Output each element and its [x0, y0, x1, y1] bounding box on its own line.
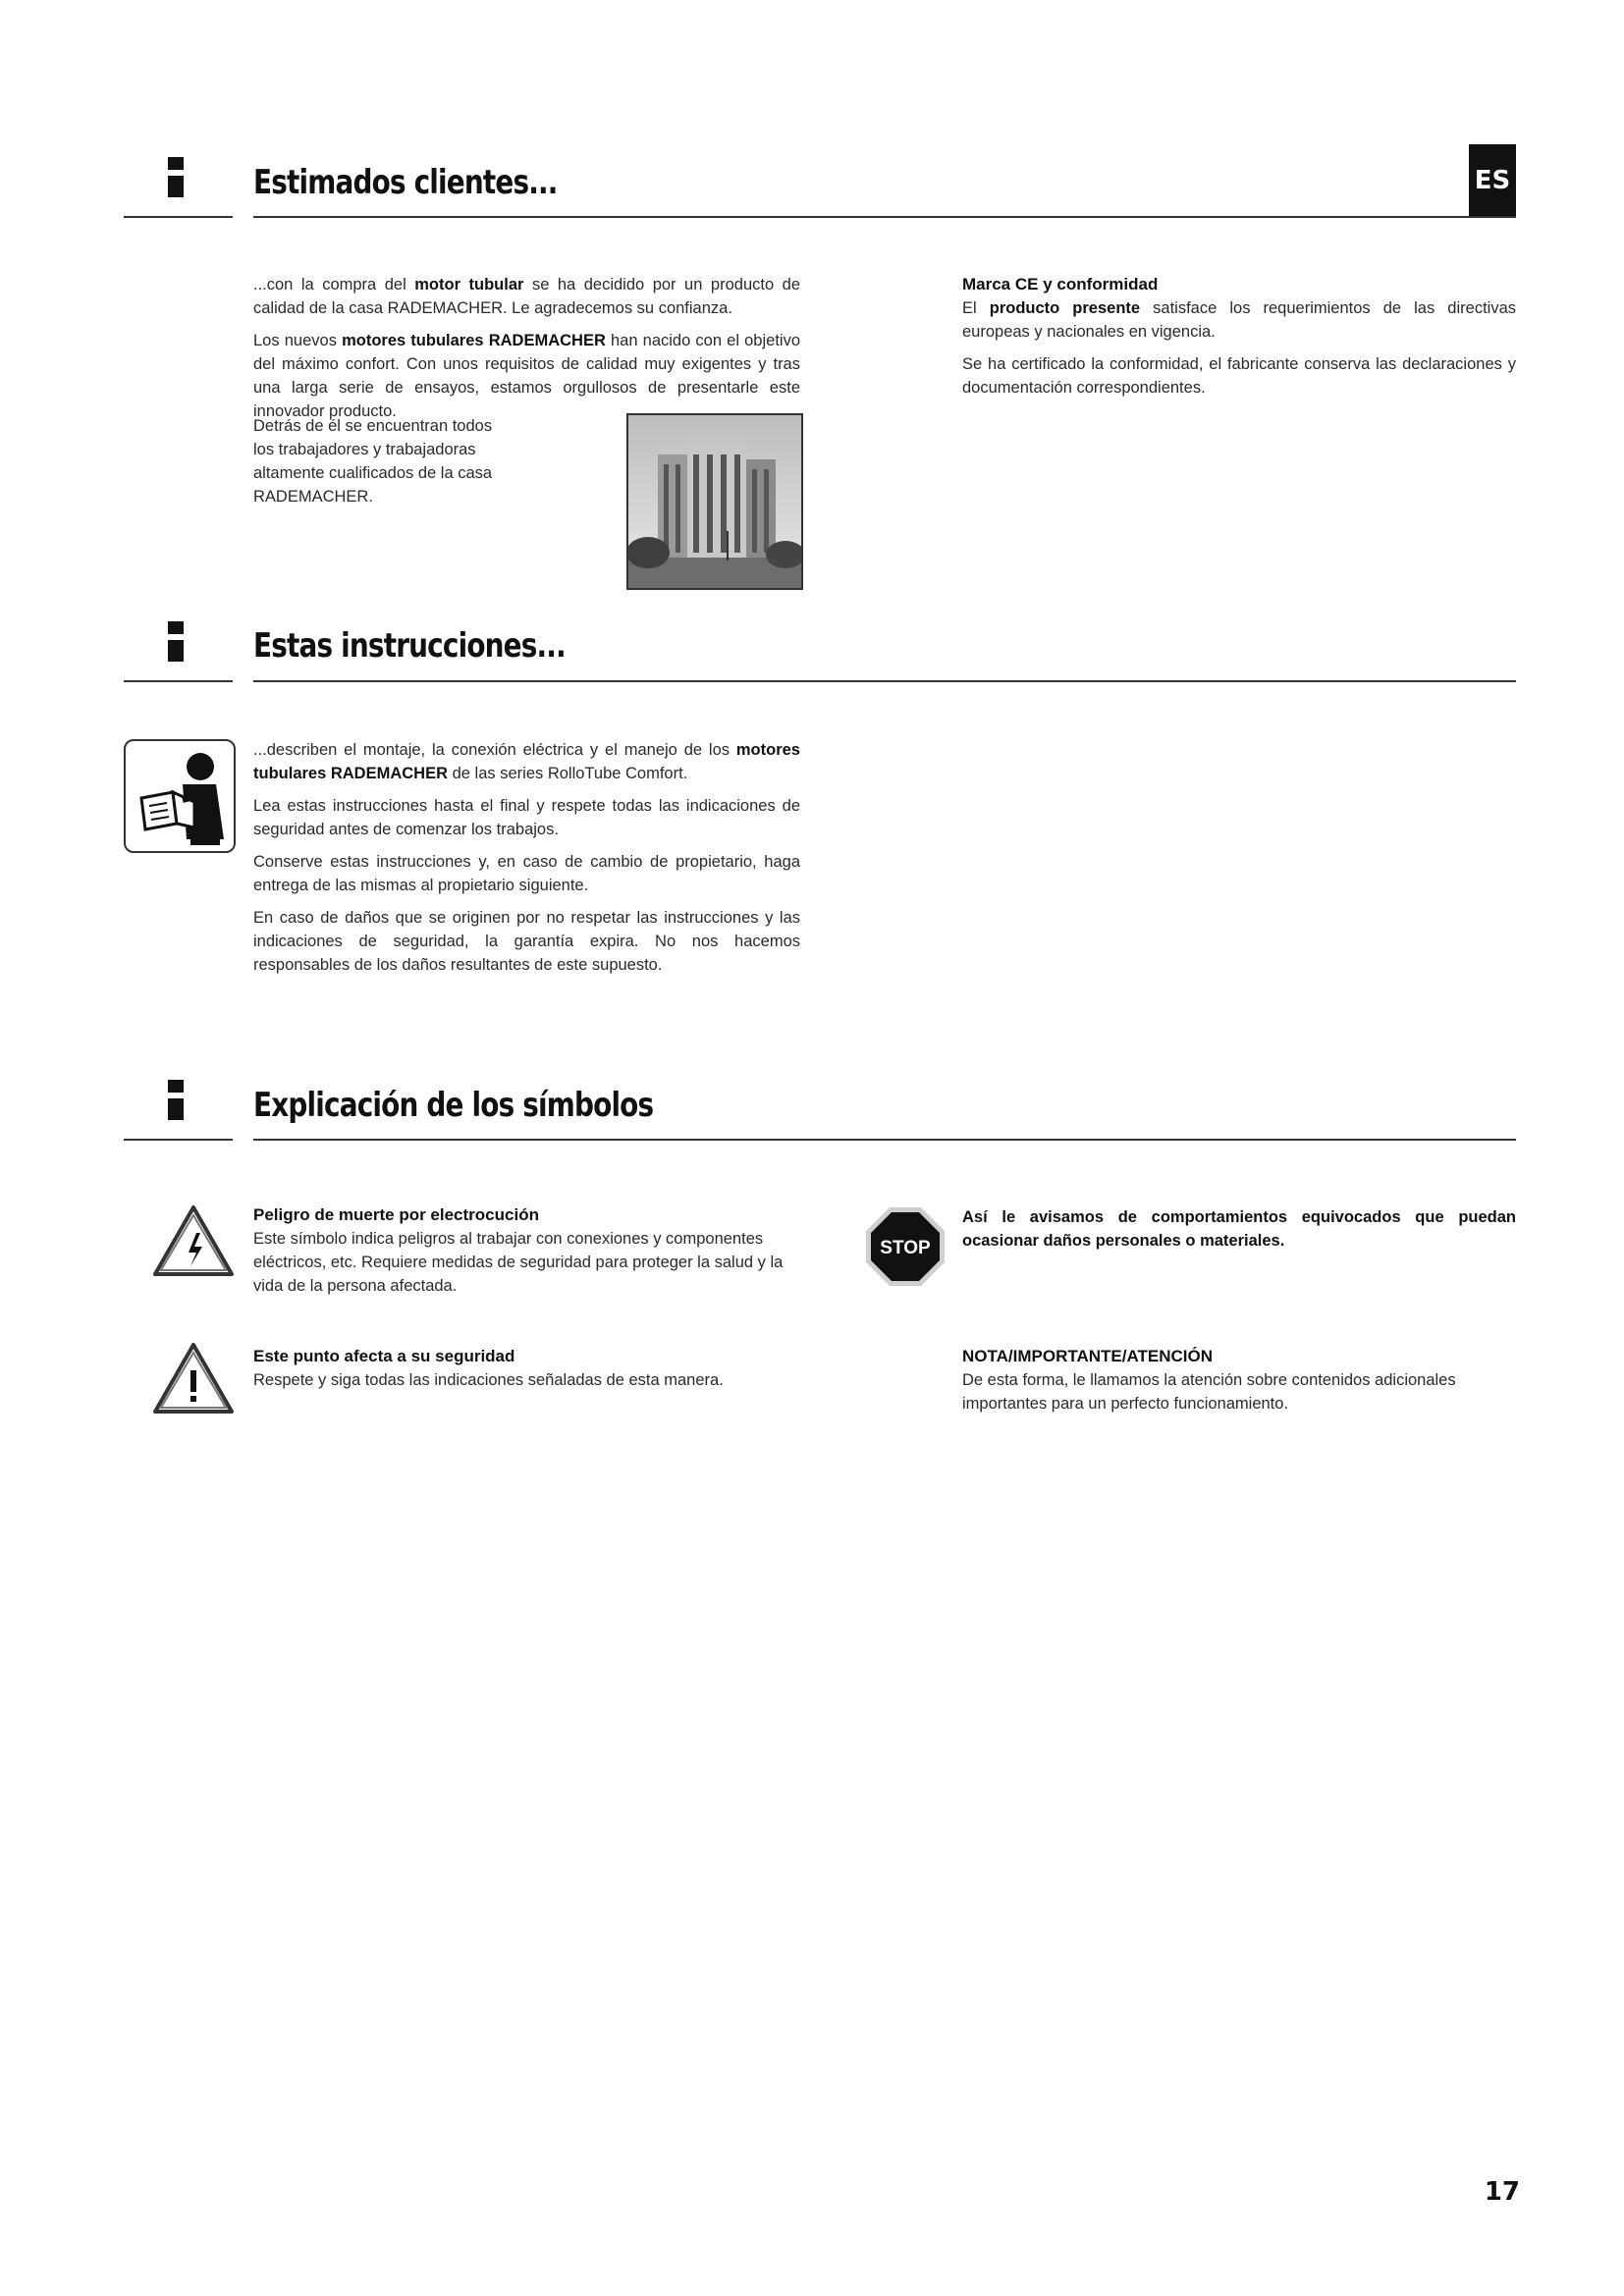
symbol-note-heading: NOTA/IMPORTANTE/ATENCIÓN	[962, 1347, 1213, 1365]
stop-sign-icon	[864, 1205, 947, 1288]
ce-paragraph-2: Se ha certificado la conformidad, el fabricante conserva las declaraciones y documentación correspondientes.	[962, 355, 1516, 397]
intro-paragraph-2: Los nuevos motores tubulares RADEMACHER han nacido con el objetivo del máximo confort. Con unos requisitos de calidad muy exigentes y tras una larga serie de ensayos, estamos orgullosos de presentarle este innovador producto.	[253, 332, 800, 420]
section-rule-left	[124, 1139, 233, 1141]
language-tab: ES	[1469, 144, 1516, 217]
symbol-stop-text: Así le avisamos de comportamientos equivocados que puedan ocasionar daños personales o materiales.	[962, 1208, 1516, 1250]
section-rule-left	[124, 680, 233, 682]
symbol-note-text	[962, 1345, 1516, 1415]
reader-icon	[124, 739, 236, 853]
instructions-paragraph-4: En caso de daños que se originen por no respetar las instrucciones y las indicaciones de seguridad, la garantía expira. No nos hacemos responsables de los daños resultantes de este supuesto.	[253, 909, 800, 974]
section-title-instructions: Estas instrucciones...	[253, 626, 566, 666]
symbol-caution-text	[253, 1345, 800, 1392]
section-rule-right	[253, 216, 1516, 218]
section-title-symbols: Explicación de los símbolos	[253, 1086, 654, 1125]
symbol-electric-text	[253, 1203, 800, 1298]
instructions-paragraph-1: ...describen el montaje, la conexión eléctrica y el manejo de los motores tubulares RADEMACHER de las series RolloTube Comfort.	[253, 741, 800, 782]
section-title-customers: Estimados clientes...	[253, 163, 558, 202]
stop-sign-label: STOP	[880, 1238, 931, 1258]
symbol-caution-heading: Este punto afecta a su seguridad	[253, 1347, 515, 1365]
ce-text	[962, 273, 1516, 408]
ce-paragraph-1: El producto presente satisface los requerimientos de las directivas europeas y nacionales en vigencia.	[962, 299, 1516, 341]
instructions-text	[253, 738, 800, 986]
intro-text	[253, 273, 800, 432]
page-number: 17	[1484, 2177, 1520, 2207]
symbol-caution-description: Respete y siga todas las indicaciones señaladas de esta manera.	[253, 1371, 724, 1389]
high-voltage-warning-icon	[151, 1203, 236, 1278]
intro-paragraph-3: Detrás de él se encuentran todos los trabajadores y trabajadoras altamente cualificados de la casa RADEMACHER.	[253, 417, 493, 506]
section-rule-right	[253, 1139, 1516, 1141]
intro-paragraph-1: ...con la compra del motor tubular se ha decidido por un producto de calidad de la casa RADEMACHER. Le agradecemos su confianza.	[253, 276, 800, 317]
symbol-electric-heading: Peligro de muerte por electrocución	[253, 1205, 539, 1224]
symbol-electric-description: Este símbolo indica peligros al trabajar con conexiones y componentes eléctricos, etc. Requiere medidas de seguridad para proteger la salud y la vida de la persona afectada.	[253, 1230, 784, 1295]
section-rule-right	[253, 680, 1516, 682]
instructions-paragraph-3: Conserve estas instrucciones y, en caso de cambio de propietario, haga entrega de las mismas al propietario siguiente.	[253, 853, 800, 894]
building-photo	[626, 413, 803, 590]
caution-warning-icon	[151, 1341, 236, 1415]
ce-heading: Marca CE y conformidad	[962, 275, 1159, 294]
section-rule-left	[124, 216, 233, 218]
instructions-paragraph-2: Lea estas instrucciones hasta el final y respete todas las indicaciones de seguridad antes de comenzar los trabajos.	[253, 797, 800, 838]
symbol-note-description: De esta forma, le llamamos la atención sobre contenidos adicionales importantes para un perfecto funcionamiento.	[962, 1371, 1456, 1413]
